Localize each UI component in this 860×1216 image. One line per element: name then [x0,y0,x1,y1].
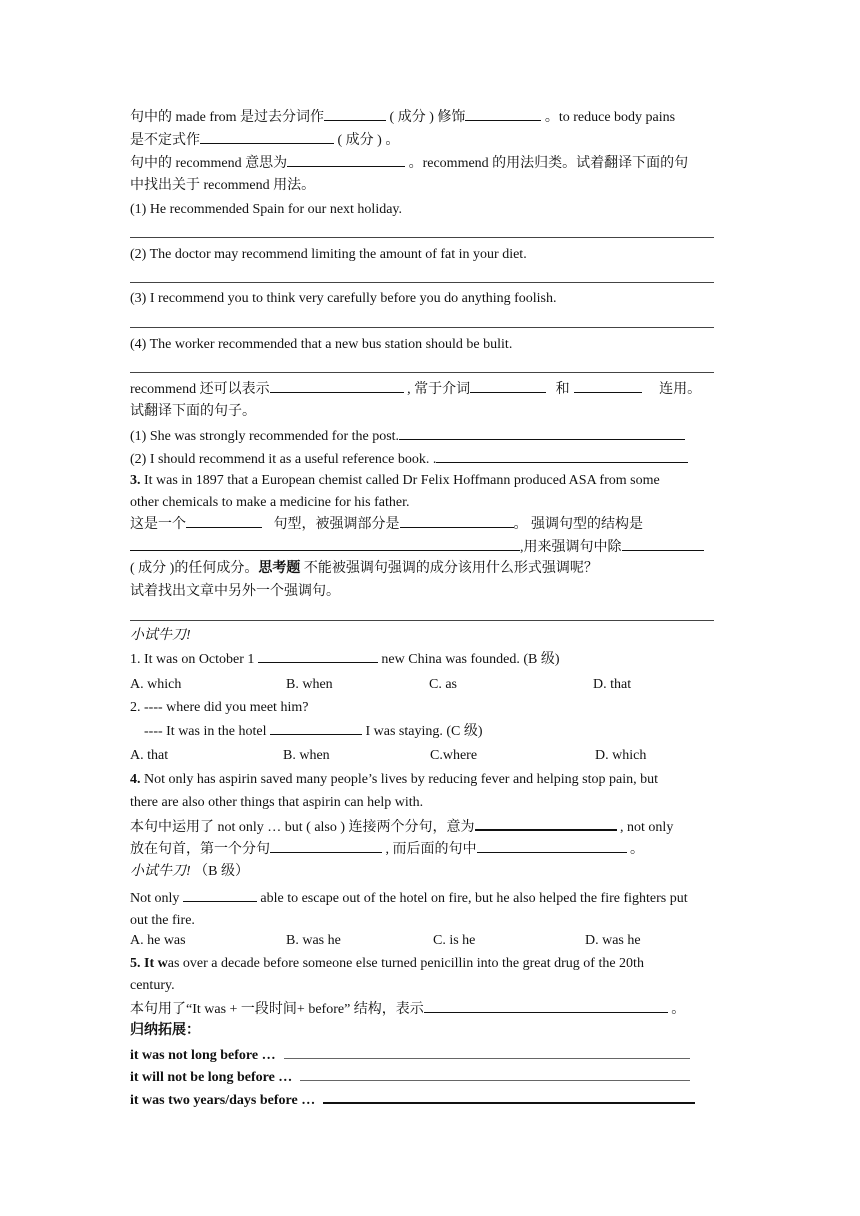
item-3: 3. It was in 1897 that a European chemist called Dr Felix Hoffmann produced ASA from some [130,473,660,488]
answer-line[interactable] [130,327,714,328]
answer-line[interactable] [130,282,714,283]
blank[interactable] [323,1090,695,1104]
line-it-was-before: 本句用了“It was + 一段时间+ before” 结构，表示 。 [130,1002,686,1017]
recommend-sentence-4: (4) The worker recommended that a new bus station should be bulit. [130,337,513,352]
exercise-1: 1. It was on October 1 new China was founded. (B 级) [130,652,560,667]
item-5: 5. It was over a decade before someone else turned penicillin into the great drug of the 20th [130,956,644,971]
line-infinitive: 是不定式作 ( 成分 ) 。 [130,133,400,148]
recommend-sentence-1: (1) He recommended Spain for our next holiday. [130,202,403,217]
line-emphasis-pattern: 这是一个 句型，被强调部分是 。 强调句型的结构是 [130,517,643,532]
option[interactable]: D. was he [585,933,641,948]
line-not-only: 本句中运用了 not only … but ( also ) 连接两个分句，意为 , not only [130,817,732,837]
blank[interactable] [574,380,642,393]
blank[interactable] [270,840,382,853]
blank[interactable] [622,538,704,551]
answer-line[interactable] [130,237,714,238]
line-recommend-meaning: 句中的 recommend 意思为 。recommend 的用法归类。试着翻译下面的句 [130,156,689,171]
blank[interactable] [130,538,520,551]
option[interactable]: C.where [430,748,478,763]
blank[interactable] [324,108,386,121]
exercise-2-reply: ---- It was in the hotel I was staying. (C 级) [144,724,483,739]
answer-line[interactable] [130,620,714,621]
summary-1: it was not long before … [130,1046,732,1065]
item-4-cont: there are also other things that aspirin can help with. [130,795,424,810]
blank[interactable] [465,108,541,121]
option[interactable]: B. when [283,748,330,763]
line-emphasis-structure: ,用来强调句中除 [130,538,732,557]
summary-2: it will not be long before … [130,1068,732,1087]
exercise-2: 2. ---- where did you meet him? [130,700,309,715]
blank[interactable] [186,515,262,528]
line-find-emphasis: 试着找出文章中另外一个强调句。 [130,584,340,599]
option[interactable]: D. which [595,748,647,763]
option[interactable]: A. which [130,677,182,692]
blank[interactable] [200,131,334,144]
blank[interactable] [270,722,362,735]
option[interactable]: D. that [593,677,632,692]
item-4: 4. Not only has aspirin saved many people’s lives by reducing fever and helping stop pain, but [130,772,659,787]
option[interactable]: C. is he [433,933,476,948]
answer-line[interactable] [130,372,714,373]
line-recommend-also: recommend 还可以表示 , 常于介词 和 连用。 [130,382,702,397]
option[interactable]: A. that [130,748,169,763]
item-5-cont: century. [130,978,175,993]
recommend-sentence-2: (2) The doctor may recommend limiting the amount of fat in your diet. [130,247,527,262]
item-3-cont: other chemicals to make a medicine for his father. [130,495,410,510]
blank[interactable] [258,650,378,663]
line-find-usage: 中找出关于 recommend 用法。 [130,178,316,193]
blank[interactable] [287,154,405,167]
blank[interactable] [436,450,688,463]
practice-heading: 小试牛刀! [130,628,191,643]
blank[interactable] [183,889,257,902]
line-made-from: 句中的 made from 是过去分词作 ( 成分 ) 修饰 。to reduce body pains [130,110,676,125]
blank[interactable] [399,427,685,440]
line-think-question: ( 成分 )的任何成分。思考题 不能被强调句强调的成分该用什么形式强调呢？ [130,561,598,576]
line-translate: 试翻译下面的句子。 [130,404,256,419]
exercise-3-cont: out the fire. [130,913,195,928]
summary-3: it was two years/days before … [130,1090,732,1110]
blank[interactable] [284,1046,690,1059]
recommend-sentence-3: (3) I recommend you to think very carefully before you do anything foolish. [130,291,557,306]
option[interactable]: C. as [429,677,457,692]
blank[interactable] [470,380,546,393]
blank[interactable] [270,380,404,393]
blank[interactable] [477,840,627,853]
summary-heading: 归纳拓展： [130,1023,200,1038]
exercise-3: Not only able to escape out of the hotel on fire, but he also helped the fire fighters put [130,891,688,906]
translate-sentence-1: (1) She was strongly recommended for the post. [130,427,732,446]
blank[interactable] [475,817,617,831]
translate-sentence-2: (2) I should recommend it as a useful reference book. . [130,450,732,469]
option[interactable]: B. when [286,677,333,692]
blank[interactable] [300,1068,690,1081]
line-not-only-position: 放在句首，第一个分句 , 而后面的句中 。 [130,842,644,857]
practice-heading-2: 小试牛刀! （B 级） [130,864,250,879]
blank[interactable] [424,1000,668,1013]
option[interactable]: A. he was [130,933,186,948]
blank[interactable] [400,515,514,528]
option[interactable]: B. was he [286,933,341,948]
